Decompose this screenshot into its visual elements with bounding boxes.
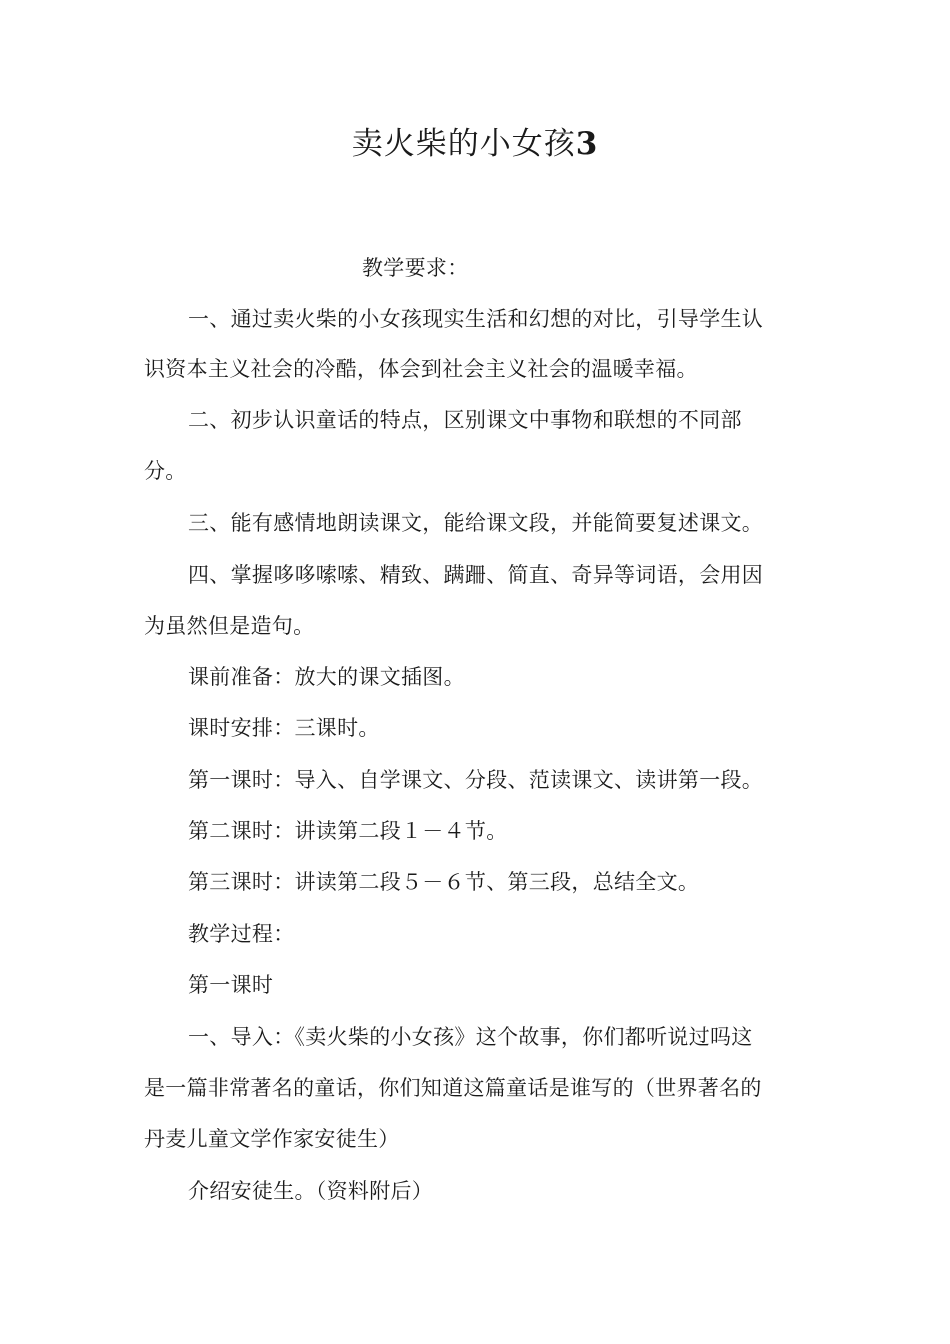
paragraph-line: 四、掌握哆哆嗦嗦、精致、蹒跚、简直、奇异等词语，会用因 bbox=[188, 563, 764, 587]
paragraph-line: 课时安排：三课时。 bbox=[188, 716, 380, 740]
paragraph-line: 一、通过卖火柴的小女孩现实生活和幻想的对比，引导学生认 bbox=[188, 307, 764, 331]
paragraph-line: 识资本主义社会的冷酷，体会到社会主义社会的温暖幸福。 bbox=[144, 357, 698, 381]
paragraph-line: 介绍安徒生。（资料附后） bbox=[188, 1179, 434, 1203]
paragraph-line: 课前准备：放大的课文插图。 bbox=[188, 665, 465, 689]
paragraph-line: 二、初步认识童话的特点，区别课文中事物和联想的不同部 bbox=[188, 408, 742, 432]
paragraph-line: 为虽然但是造句。 bbox=[144, 614, 315, 638]
paragraph-line: 丹麦儿童文学作家安徒生） bbox=[144, 1127, 400, 1151]
paragraph-line: 三、能有感情地朗读课文，能给课文段，并能简要复述课文。 bbox=[188, 511, 764, 535]
section-heading-teaching-requirements: 教学要求： bbox=[362, 256, 469, 280]
section-heading-teaching-process: 教学过程： bbox=[188, 922, 295, 946]
paragraph-line: 一、导入：《卖火柴的小女孩》这个故事，你们都听说过吗这 bbox=[188, 1025, 753, 1049]
title-number: 3 bbox=[575, 126, 599, 162]
paragraph-line: 第一课时：导入、自学课文、分段、范读课文、读讲第一段。 bbox=[188, 768, 764, 792]
section-heading-first-lesson: 第一课时 bbox=[188, 973, 274, 997]
paragraph-line: 是一篇非常著名的童话，你们知道这篇童话是谁写的（世界著名的 bbox=[144, 1076, 762, 1100]
title-text: 卖火柴的小女孩 bbox=[351, 126, 576, 162]
document-title bbox=[0, 122, 950, 166]
paragraph-line: 第三课时：讲读第二段５－６节、第三段，总结全文。 bbox=[188, 870, 700, 894]
paragraph-line: 第二课时：讲读第二段１－４节。 bbox=[188, 819, 508, 843]
paragraph-line: 分。 bbox=[144, 459, 187, 483]
